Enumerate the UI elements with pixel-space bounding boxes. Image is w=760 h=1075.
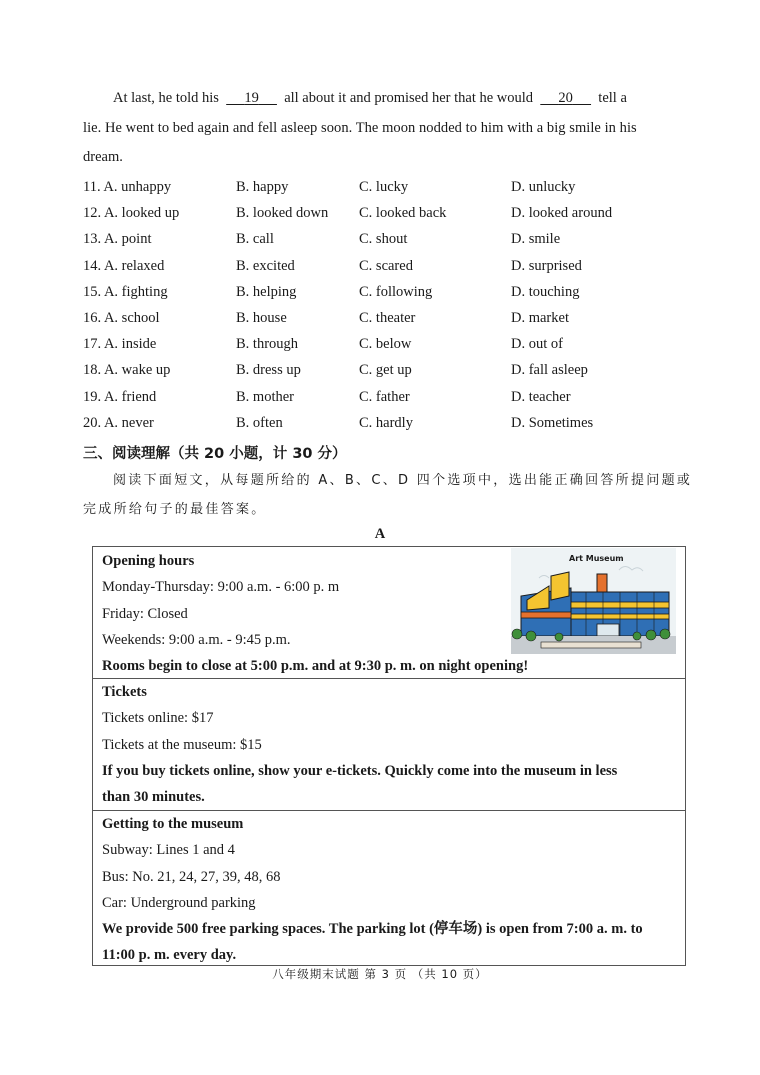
getting-heading: Getting to the museum: [102, 816, 244, 832]
option-row-11: 11. A. unhappy B. happy C. lucky D. unlucky: [83, 179, 576, 195]
art-museum-illustration: [511, 548, 676, 654]
cloze-options: [83, 174, 683, 436]
passage-line-1: At last, he told his 19 all about it and promised her that he would 20 tell a: [83, 84, 681, 114]
option-row-15: 15. A. fighting B. helping C. following D. touching: [83, 283, 580, 300]
option-row-14: 14. A. relaxed B. excited C. scared D. surprised: [83, 257, 582, 274]
passage-line-3: dream.: [83, 149, 123, 165]
option-row-19: 19. A. friend B. mother C. father D. teacher: [83, 388, 571, 405]
tickets-cell: Tickets Tickets online: $17 Tickets at the museum: $15 If you buy tickets online, show your e-tickets. Quickly come into the museum in less than 30 minutes.: [93, 679, 685, 810]
passage-label: A: [374, 526, 386, 542]
section-instructions: 阅读下面短文，从每题所给的 A、B、C、D 四个选项中，选出能正确回答所提问题或 完成所给句子的最佳答案。: [83, 473, 693, 517]
passage-line-2: lie. He went to bed again and fell asleep soon. The moon nodded to him with a big smile in his: [83, 119, 637, 136]
section-heading: 三、阅读理解（共 20 小题，计 30 分）: [83, 446, 347, 462]
getting-there-cell: Getting to the museum Subway: Lines 1 and 4 Bus: No. 21, 24, 27, 39, 48, 68 Car: Underground parking We provide 500 free parking spaces. The parking lot (停车场) is open from 7:00 a. m. to 11:00 p. m. every day.: [93, 811, 685, 969]
page-footer: 八年级期末试题 第 3 页 （共 10 页）: [272, 967, 488, 981]
option-row-17: 17. A. inside B. through C. below D. out of: [83, 336, 563, 353]
blank-20: 20: [558, 90, 573, 106]
option-row-16: 16. A. school B. house C. theater D. market: [83, 309, 569, 326]
closing-note: Rooms begin to close at 5:00 p.m. and at 9:30 p. m. on night opening!: [102, 658, 529, 675]
museum-caption: Art Museum: [569, 554, 624, 563]
option-row-20: 20. A. never B. often C. hardly D. Sometimes: [83, 414, 594, 431]
option-row-18: 18. A. wake up B. dress up C. get up D. fall asleep: [83, 362, 588, 379]
opening-hours-cell: Opening hours Monday-Thursday: 9:00 a.m. - 6:00 p. m Friday: Closed Weekends: 9:00 a.m. - 9:45 p.m. Rooms begin to close at 5:00 p.m. and at 9:30 p. m. on night opening! Art Museum: [93, 548, 685, 679]
tickets-heading: Tickets: [102, 684, 147, 700]
opening-hours-heading: Opening hours: [102, 553, 195, 569]
museum-info-table: [92, 546, 686, 966]
option-row-12: 12. A. looked up B. looked down C. looked back D. looked around: [83, 205, 613, 222]
option-row-13: 13. A. point B. call C. shout D. smile: [83, 231, 561, 248]
passage-ending: [83, 84, 681, 173]
blank-19: 19: [244, 90, 259, 106]
